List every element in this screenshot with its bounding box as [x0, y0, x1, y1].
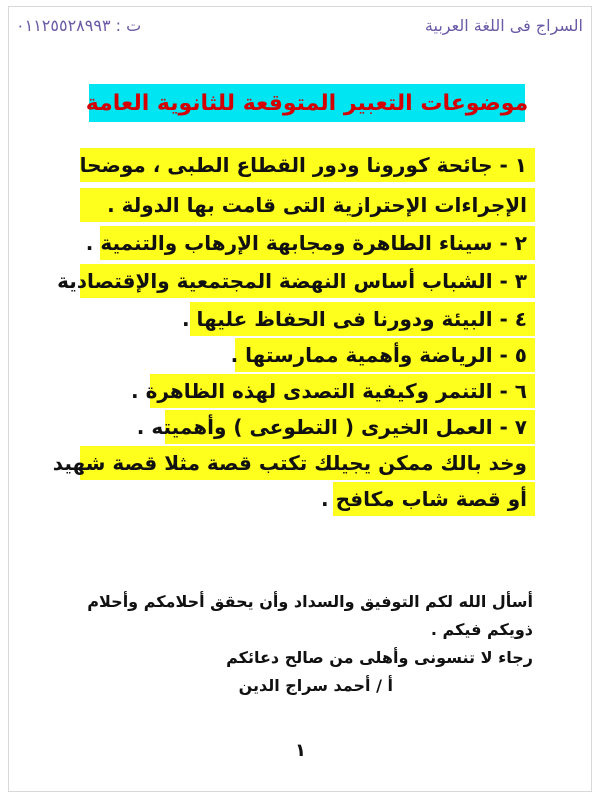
topic-line: أو قصة شاب مكافح . [333, 482, 535, 516]
topic-line: ٣ - الشباب أساس النهضة المجتمعية والإقتصادية [80, 264, 535, 298]
topic-line: الإجراءات الإحترازية التى قامت بها الدولة . [80, 188, 535, 222]
closing-line: رجاء لا تنسونى وأهلى من صالح دعائكم [226, 648, 533, 667]
header-phone: ت : ٠١١٢٥٥٢٨٩٩٣ [16, 16, 142, 35]
topic-line: ٥ - الرياضة وأهمية ممارستها . [235, 338, 535, 372]
topic-line: ٤ - البيئة ودورنا فى الحفاظ عليها . [190, 302, 535, 336]
closing-line: أسأل الله لكم التوفيق والسداد وأن يحقق أحلامكم وأحلام [87, 592, 533, 611]
author-signature: أ / أحمد سراج الدين [238, 676, 393, 695]
header-subject: السراج فى اللغة العربية [424, 16, 583, 35]
topic-line: ٧ - العمل الخيرى ( التطوعى ) وأهميته . [165, 410, 535, 444]
closing-line: ذويكم فيكم . [430, 620, 533, 639]
title-band [85, 84, 529, 122]
topic-line: ٦ - التنمر وكيفية التصدى لهذه الظاهرة . [150, 374, 535, 408]
page-header [16, 16, 583, 46]
topic-line: ١ - جائحة كورونا ودور القطاع الطبى ، موضحا [80, 148, 535, 182]
page-number: ١ [295, 740, 306, 761]
topic-line: ٢ - سيناء الطاهرة ومجابهة الإرهاب والتنمية . [100, 226, 535, 260]
page-title: موضوعات التعبير المتوقعة للثانوية العامة [85, 90, 529, 116]
topic-line: وخد بالك ممكن يجيلك تكتب قصة مثلا قصة شهيد [80, 446, 535, 480]
